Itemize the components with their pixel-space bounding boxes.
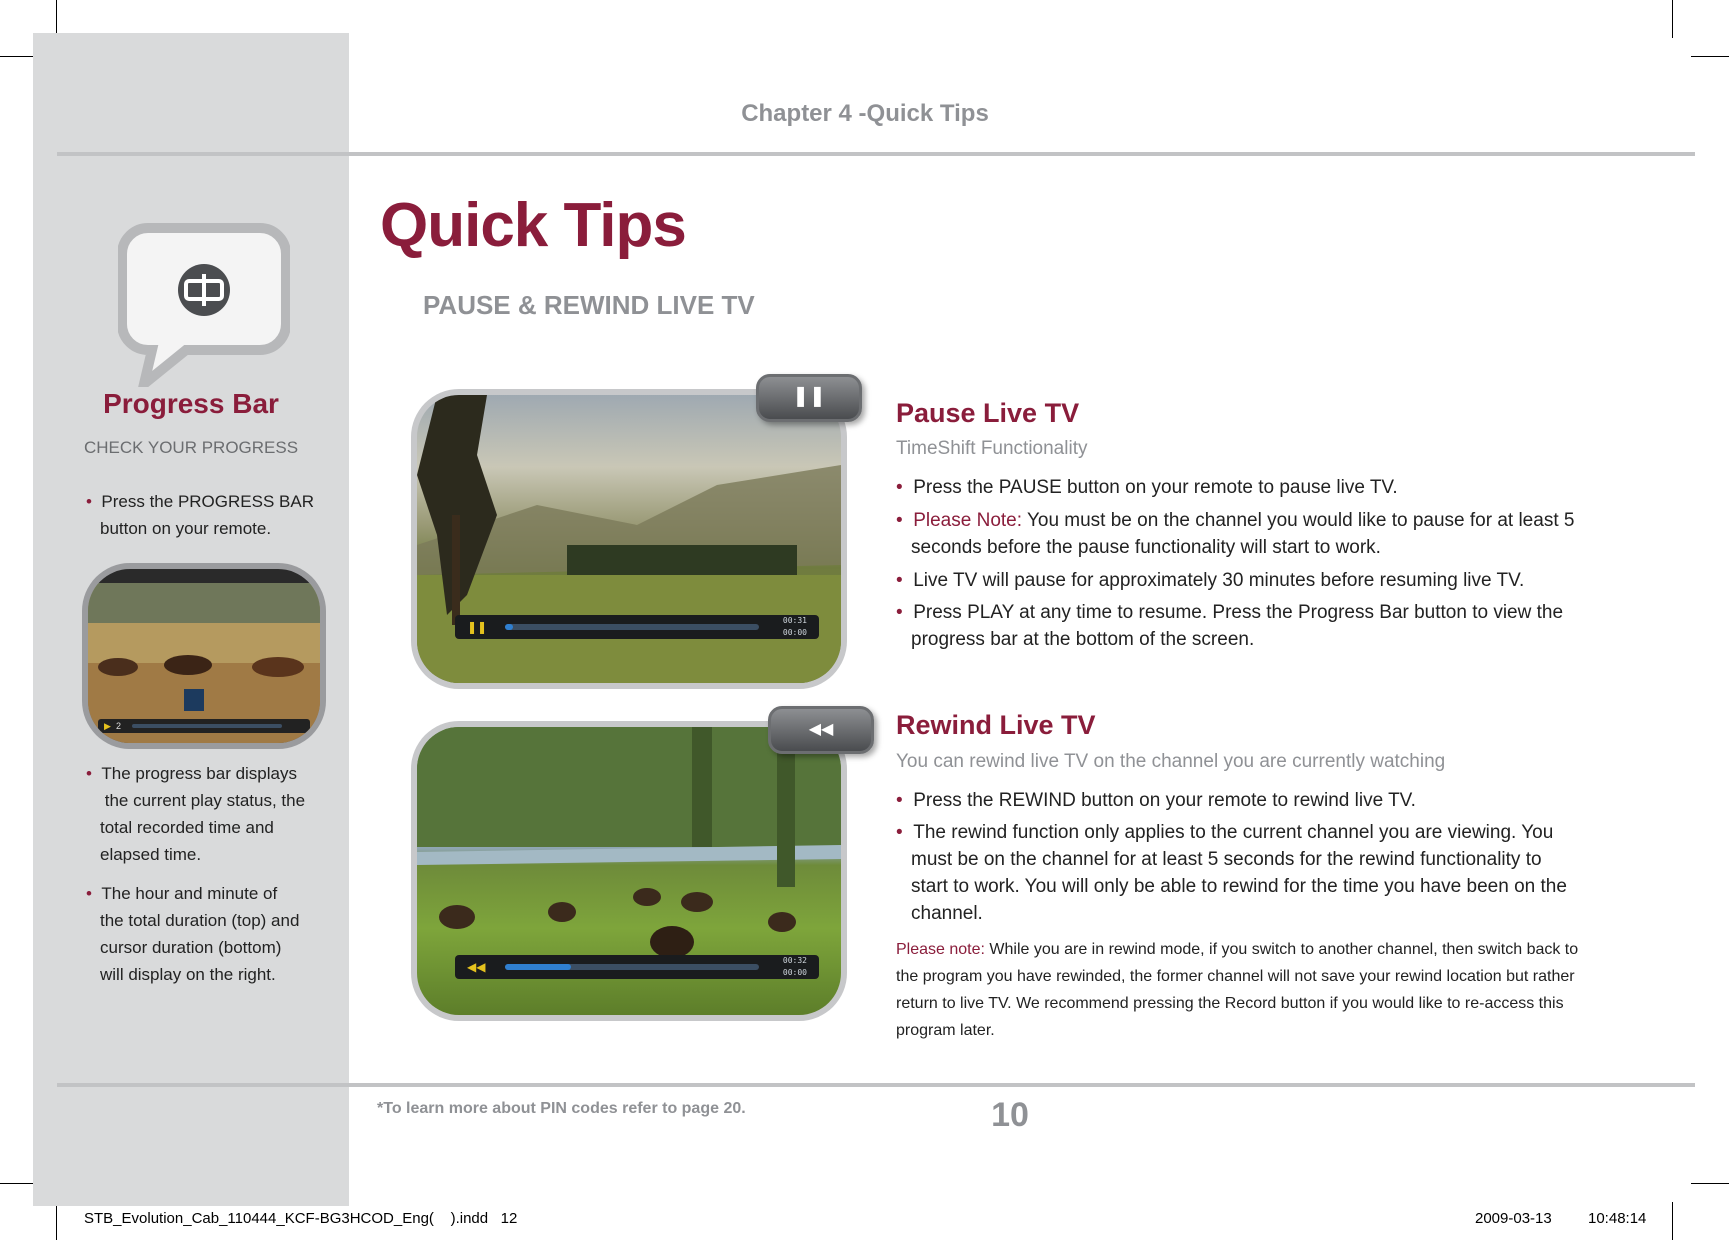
- bullet-icon: •: [896, 602, 903, 623]
- pause-bullet: [896, 507, 1576, 561]
- pause-tv-screenshot: [411, 389, 847, 689]
- rewind-remote-button: [768, 706, 874, 754]
- pause-bullet: [896, 567, 1576, 594]
- landscape-scene: [417, 395, 841, 683]
- horses-scene: [88, 569, 320, 743]
- pause-progress-osd: [455, 615, 819, 639]
- progress-bar-screenshot: [82, 563, 326, 749]
- bullet-icon: •: [896, 477, 903, 498]
- osd-time: 00:32 00:00: [782, 956, 807, 977]
- progress-bar-osd: [98, 719, 310, 733]
- crop-mark: [1672, 1202, 1673, 1240]
- rewind-note: [896, 936, 1586, 1044]
- bullet-text: The progress bar displays: [101, 764, 297, 783]
- bullet-text: cursor duration (bottom): [100, 938, 282, 957]
- bullet-icon: •: [896, 822, 903, 843]
- rewind-progress-osd: [455, 955, 819, 979]
- sidebar-bullet: [86, 760, 336, 868]
- bullet-text: Live TV will pause for approximately 30 minutes before resuming live TV.: [913, 570, 1525, 591]
- slug-filename: STB_Evolution_Cab_110444_KCF-BG3HCOD_Eng( ).indd 12: [84, 1210, 518, 1227]
- slug-date: 2009-03-13: [1475, 1210, 1552, 1227]
- pause-icon: ❚❚: [792, 385, 826, 407]
- header-rule: [57, 152, 1695, 156]
- osd-time: 00:31 00:00: [782, 616, 807, 637]
- bullet-icon: •: [86, 764, 92, 783]
- chapter-heading: Chapter 4 -Quick Tips: [741, 100, 989, 127]
- crop-mark: [1691, 1183, 1729, 1184]
- rewind-bullet: [896, 819, 1576, 927]
- bullet-icon: •: [86, 492, 92, 511]
- page-subtitle: PAUSE & REWIND LIVE TV: [423, 290, 755, 320]
- bullet-text: The rewind function only applies to the current channel you are viewing. You must be on the channel for at least 5 seconds for the rewind functionality to start to work. You will only be able to rewind for the time you have been on the channel.: [911, 822, 1567, 924]
- bullet-text: the total duration (top) and: [100, 911, 300, 930]
- bullet-icon: •: [896, 510, 903, 531]
- rewind-icon: ◀◀: [467, 960, 486, 974]
- bullet-text: will display on the right.: [100, 965, 276, 984]
- crop-mark: [1672, 0, 1673, 38]
- bullet-text: total recorded time and: [100, 818, 274, 837]
- pause-bullet: [896, 599, 1576, 653]
- rewind-section-subtitle: You can rewind live TV on the channel you are currently watching: [896, 751, 1446, 772]
- rewind-tv-screenshot: [411, 721, 847, 1021]
- bullet-icon: •: [896, 790, 903, 811]
- bullet-icon: •: [86, 884, 92, 903]
- bullet-icon: •: [896, 570, 903, 591]
- bullet-text: the current play status, the: [100, 791, 306, 810]
- page-number: 10: [991, 1096, 1029, 1134]
- slug-time: 10:48:14: [1588, 1210, 1647, 1227]
- page-title: Quick Tips: [380, 191, 686, 260]
- sidebar-bullet: [86, 488, 336, 542]
- bullet-text: Press the PROGRESS BAR: [101, 492, 314, 511]
- rewind-bullet: [896, 787, 1576, 814]
- note-label: Please note:: [896, 941, 985, 958]
- footer-rule: [57, 1083, 1695, 1087]
- crop-mark: [1691, 56, 1729, 57]
- bullet-text: Press PLAY at any time to resume. Press the Progress Bar button to view the progress bar at the bottom of the screen.: [911, 602, 1564, 650]
- pause-icon: ❚❚: [467, 620, 488, 634]
- sidebar-heading: Progress Bar: [103, 388, 279, 419]
- osd-time: 2: [116, 721, 122, 731]
- rewind-progress-fill: [505, 964, 571, 970]
- bullet-text: The hour and minute of: [101, 884, 278, 903]
- pause-bullet: [896, 474, 1576, 501]
- bullet-text: Press the PAUSE button on your remote to pause live TV.: [913, 477, 1398, 498]
- bullet-text: elapsed time.: [100, 845, 202, 864]
- note-text: While you are in rewind mode, if you switch to another channel, then switch back to the program you have rewinded, the former channel will not save your rewind location but rather return to live TV. We recommend pressing the Record button if you would like to re-access this program later.: [896, 941, 1579, 1039]
- sidebar-subheading: CHECK YOUR PROGRESS: [83, 438, 299, 457]
- bullet-text: You must be on the channel you would like to pause for at least 5 seconds before the pause functionality will start to work.: [911, 510, 1575, 558]
- bullet-text: Press the REWIND button on your remote to rewind live TV.: [913, 790, 1416, 811]
- rewind-section-title: Rewind Live TV: [896, 710, 1096, 740]
- note-label: Please Note:: [913, 510, 1023, 531]
- pause-progress-fill: [505, 624, 513, 630]
- pause-remote-button: [756, 374, 862, 422]
- pause-section-subtitle: TimeShift Functionality: [896, 438, 1088, 459]
- rewind-icon: ◀◀: [808, 721, 834, 738]
- bullet-text: button on your remote.: [100, 519, 272, 538]
- pause-section-title: Pause Live TV: [896, 398, 1080, 428]
- crop-mark: [56, 1202, 57, 1240]
- sidebar-bullet: [86, 880, 336, 988]
- speech-bubble-icon: [118, 222, 290, 387]
- footer-note: *To learn more about PIN codes refer to page 20.: [377, 1100, 746, 1117]
- play-icon: ▶: [104, 721, 111, 731]
